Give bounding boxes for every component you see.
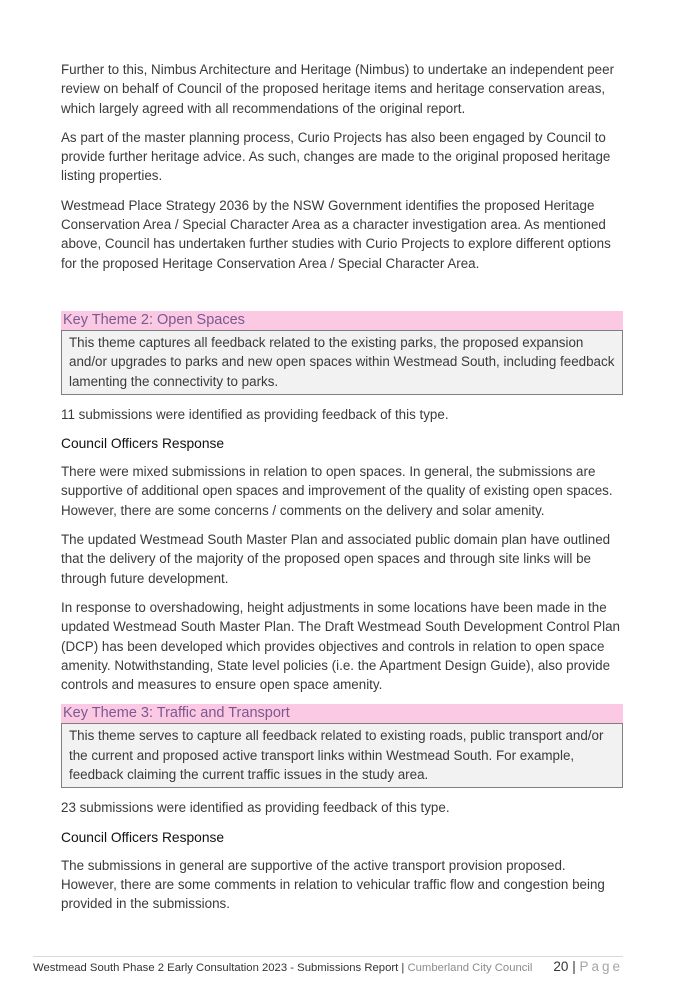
footer-report-title: [33, 962, 532, 974]
theme-2-response-p3: In response to overshadowing, height adjustments in some locations have been made in the updated Westmead South Master Plan. The Draft Westmead South Development Control Plan (DCP) has been developed which provides objectives and controls in relation to open space amenity. Notwithstanding, State level policies (i.e. the Apartment Design Guide), also provide controls and measures to ensure open space amenity.: [61, 599, 620, 693]
footer-council-name: Cumberland City Council: [407, 962, 533, 974]
theme-3-response-title: Council Officers Response: [61, 829, 225, 845]
page-separator: |: [572, 959, 576, 974]
footer-report-name: Westmead South Phase 2 Early Consultation 2023 - Submissions Report: [33, 962, 399, 974]
paragraph-place-strategy: Westmead Place Strategy 2036 by the NSW Government identifies the proposed Heritage Conservation Area / Special Character Area as a character investigation area. As mentioned above, Council has undertaken further studies with Curio Projects to explore different options for the proposed Heritage Conservation Area / Special Character Area.: [61, 197, 611, 271]
page-footer: [33, 956, 623, 974]
document-page: [61, 60, 623, 924]
spacer: [61, 283, 623, 311]
theme-3-description-box: This theme serves to capture all feedback related to existing roads, public transport and/or the current and proposed active transport links within Westmead South. For example, feedback claiming the current traffic issues in the study area.: [61, 723, 623, 788]
paragraph-nimbus: Further to this, Nimbus Architecture and Heritage (Nimbus) to undertake an independent peer review on behalf of Council of the proposed heritage items and heritage conservation areas, which largely agreed with all recommendations of the original report.: [61, 62, 615, 116]
footer-page-indicator: [553, 959, 623, 974]
footer-separator: |: [401, 962, 405, 974]
theme-2-heading: Key Theme 2: Open Spaces: [61, 311, 623, 330]
theme-2-submission-count: 11 submissions were identified as providing feedback of this type.: [61, 406, 449, 422]
theme-3-response-p1: The submissions in general are supportive of the active transport provision proposed. However, there are some comments in relation to vehicular traffic flow and congestion being provided in the submissions.: [61, 857, 605, 912]
theme-3-submission-count: 23 submissions were identified as providing feedback of this type.: [61, 800, 450, 816]
theme-2-response-p1: There were mixed submissions in relation to open spaces. In general, the submissions are supportive of additional open spaces and improvement of the quality of existing open spaces. However, there are some concerns / comments on the delivery and solar amenity.: [61, 464, 613, 518]
page-number: 20: [553, 959, 569, 974]
theme-2-description-box: This theme captures all feedback related to the existing parks, the proposed expansion and/or upgrades to parks and new open spaces within Westmead South, including feedback lamenting the connectivity to parks.: [61, 330, 623, 395]
paragraph-curio: As part of the master planning process, Curio Projects has also been engaged by Council to provide further heritage advice. As such, changes are made to the original proposed heritage listing properties.: [61, 129, 611, 184]
theme-2-response-p2: The updated Westmead South Master Plan and associated public domain plan have outlined that the delivery of the majority of the proposed open spaces and through site links will be through future development.: [61, 532, 611, 586]
theme-2-response-title: Council Officers Response: [61, 436, 225, 452]
theme-3-heading: Key Theme 3: Traffic and Transport: [61, 704, 623, 723]
page-word: Page: [579, 959, 623, 974]
